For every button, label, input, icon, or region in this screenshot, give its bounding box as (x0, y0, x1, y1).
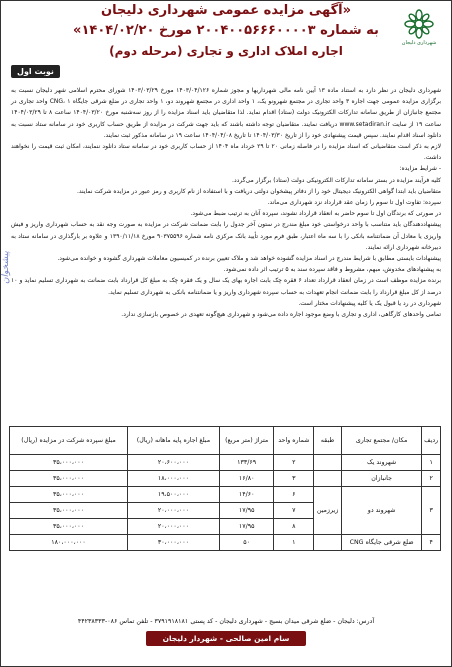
cell-unit: ۳ (274, 471, 314, 487)
body-paragraph: سپرده: تفاوت اول تا سوم را زمان عقد قرارداد نزد شهرداری می‌ماند. (267, 199, 441, 207)
body-paragraph: کلیه فرآیند مزایده در بستر سامانه تدارکات الکترونیکی دولت (ستاد) برگزار می‌گردد. (232, 176, 441, 184)
table-header-row (10, 427, 441, 455)
col-header-deposit: مبلغ سپرده شرکت در مزایده (ریال) (10, 427, 128, 455)
cell-rent: ۲۰،۰۰۰،۰۰۰ (128, 503, 220, 519)
cell-row-number: ۱ (422, 455, 441, 471)
body-paragraph: پیشنهاددهندگان باید متناسب با واحد درخواستی خود مبلغ مندرج در ستون آخر جدول را بابت ضمانت شرکت در مزایده به صورت وجه نقد به حساب شهرداری واریز و فیش واریزی یا معادل آن ضمانتنامه بانکی را با سه ماه اعتبار، طبق فرم مورد تأیید بانک مرکزی نامه شماره ۹۰۳۷۵۵۹۶ مورخ ۱۳۹۰/۱۱/۱۸ و علاوه بر بارگذاری در سامانه ستاد به دبیرخانه شهرداری ارائه نمایند. (11, 221, 442, 251)
body-paragraph: به پیشنهادهای مخدوش، مبهم، مشروط و فاقد سپرده سند به ۵ ترتیب اثر داده نمی‌شود. (223, 266, 441, 274)
cell-deposit: ۳۵،۰۰۰،۰۰۰ (10, 487, 128, 503)
conditions-heading: - شرایط مزایده: (399, 165, 441, 173)
notice-footer (11, 616, 441, 646)
cell-rent: ۲۰،۰۰۰،۰۰۰ (128, 519, 220, 535)
logo-caption: شهرداری دلیجان (401, 40, 437, 46)
cell-unit: ۷ (274, 503, 314, 519)
body-paragraph: متقاضیان باید ابتدا گواهی الکترونیک دیجیتال خود را از دفاتر پیشخوان دولتی دریافت و با استفاده از نام کاربری و رمز عبور در مزایده شرکت نمایند. (77, 187, 441, 195)
cell-floor (314, 535, 342, 551)
cell-row-number: ۳ (422, 487, 441, 535)
body-paragraph: لازم به ذکر است متقاضیانی که اسناد مزایده را در فاصله زمانی ۲۰ تا ۲۹ خرداد ماه ۱۴۰۴ از حساب کاربری خود در سامانه ستاد دانلود ننمایند، امکان ثبت قیمت را نخواهند داشت. (11, 143, 442, 162)
cell-deposit: ۳۵،۰۰۰،۰۰۰ (10, 503, 128, 519)
cell-place: شهروند یک (341, 455, 421, 471)
col-header-area: متراژ (متر مربع) (219, 427, 274, 455)
cell-deposit: ۱۸۰،۰۰۰،۰۰۰ (10, 535, 128, 551)
cell-row-number: ۴ (422, 535, 441, 551)
title-line-3: اجاره املاک اداری و تجاری (مرحله دوم) (109, 44, 343, 58)
cell-place: شهروند دو (341, 487, 421, 535)
cell-rent: ۳۰،۰۰۰،۰۰۰ (128, 535, 220, 551)
flower-emblem-icon (404, 9, 434, 39)
cell-deposit: ۳۵،۰۰۰،۰۰۰ (10, 519, 128, 535)
mayor-signature: سام امین صالحی - شهردار دلیجان (146, 631, 306, 646)
body-paragraph: شهرداری دلیجان در نظر دارد به استناد ماده ۱۳ آیین نامه مالی شهرداریها و مجوز شماره ۱۴۰۳/۰۴/۱۲۶ مورخ ۱۴۰۳/۰۳/۲۹ شورای محترم اسلامی شهر دلیجان نسبت به برگزاری مزایده عمومی جهت اجاره ۳ واحد تجاری در مجتمع شهرونو یک، ۱ واحد اداری در مجتمع شهروند دو، ۱ واحد تجاری در ضلع شرقی جایگاه CNG، ۱ واحد تجاری در مجتمع جانبازان از طریق سامانه تدارکات الکترونیک دولت (ستاد) اقدام نماید. لذا متقاضیان باید اسناد مزایده را از روز سه‌شنبه مورخ ۱۴۰۴/۰۳/۲۰ ساعت ۸ تا ۱۴۰۴/۰۳/۲۹ ساعت ۱۹ از سایت www.setadiran.ir دریافت نمایند. متقاضیان توجه داشته باشند که باید جهت شرکت در مزایده از طریق حساب کاربری خود در سامانه ستاد نسبت به دانلود اسناد اقدام نمایند. سپس قیمت پیشنهادی خود را از تاریخ ۱۴۰۴/۰۳/۳۰ تا تاریخ ۱۴۰۴/۰۴/۰۸ ساعت ۱۹ در سامانه مذکور ثبت نمایند. (11, 87, 442, 139)
body-paragraph: شهرداری در رد یا قبول یک یا کلیه پیشنهادات مختار است. (298, 299, 441, 307)
body-paragraph: تمامی واحدهای کارگاهی، اداری و تجاری با وضع موجود اجاره داده می‌شود و شهرداری هیچ‌گونه تعهدی در خصوص بازسازی ندارد. (121, 311, 441, 319)
stamp-watermark: پیشخوان (1, 251, 11, 284)
table-row (10, 487, 441, 503)
cell-area: ۵۰ (219, 535, 274, 551)
body-paragraph: در صورتی که برندگان اول تا سوم حاضر به انعقاد قرارداد نشوند، سپرده آنان به ترتیب ضبط می‌شود. (190, 210, 441, 218)
col-header-row-number: ردیف (422, 427, 441, 455)
col-header-unit: شماره واحد (274, 427, 314, 455)
cell-unit: ۶ (274, 487, 314, 503)
units-table (9, 426, 441, 551)
cell-rent: ۲۰،۶۰۰،۰۰۰ (128, 455, 220, 471)
body-paragraph: برنده مزایده موظف است در زمان انعقاد قرارداد تعداد ۶ فقره چک بابت اجاره بهای یک سال و یک فقره چک به مبلغ کل قرارداد بابت ضمانت به شهرداری تسلیم نماید و ۱۰ درصد از کل مبلغ قرارداد را بابت ضمانت انجام تعهدات به حساب سپرده شهرداری واریز و یا ضمانتنامه بانکی به شهرداری تسلیم نماید. (11, 277, 442, 296)
cell-floor: زیرزمین (314, 487, 342, 535)
cell-place: جانبازان (341, 471, 421, 487)
cell-place: ضلع شرقی جایگاه CNG (341, 535, 421, 551)
table-row (10, 471, 441, 487)
notice-header (1, 1, 451, 63)
table-row (10, 455, 441, 471)
col-header-floor: طبقه (314, 427, 342, 455)
title-line-1: «آگهی مزایده عمومی شهرداری دلیجان (100, 3, 352, 18)
cell-row-number: ۲ (422, 471, 441, 487)
publication-round-badge: نوبت اول (11, 65, 60, 78)
cell-unit: ۸ (274, 519, 314, 535)
title-line-2: به شماره ۲۰۰۴۰۰۵۶۶۶۰۰۰۰۳ مورخ ۱۴۰۴/۰۲/۲۰» (73, 23, 379, 38)
cell-area: ۱۷/۹۵ (219, 503, 274, 519)
cell-unit: ۲ (274, 455, 314, 471)
municipality-logo (395, 9, 443, 55)
cell-floor (314, 471, 342, 487)
cell-floor (314, 455, 342, 471)
col-header-rent: مبلغ اجاره پایه ماهانه (ریال) (128, 427, 220, 455)
notice-body (11, 85, 441, 320)
body-paragraph: پیشنهادات بایستی مطابق با شرایط مندرج در اسناد مزایده گشوده خواهد شد و ملاک تعیین برنده در کمیسیون معاملات شهرداری گشوده و خوانده می‌شود. (57, 255, 441, 263)
notice-title (61, 1, 391, 61)
cell-area: ۱۳۳/۶۹ (219, 455, 274, 471)
cell-area: ۱۴/۶۰ (219, 487, 274, 503)
cell-deposit: ۳۵،۰۰۰،۰۰۰ (10, 471, 128, 487)
cell-area: ۱۶/۸۰ (219, 471, 274, 487)
table-row (10, 535, 441, 551)
col-header-place: مکان/ مجتمع تجاری (341, 427, 421, 455)
cell-unit: ۱ (274, 535, 314, 551)
cell-rent: ۱۹،۵۰۰،۰۰۰ (128, 487, 220, 503)
cell-deposit: ۳۵،۰۰۰،۰۰۰ (10, 455, 128, 471)
cell-rent: ۱۸،۰۰۰،۰۰۰ (128, 471, 220, 487)
contact-address: آدرس: دلیجان - ضلع شرقی میدان بسیج - شهرداری دلیجان - کد پستی ۳۷۹۱۹۱۸۱۸۱ - تلفن تماس ۰۸۶-۴۴۲۳۸۳۳۳ (77, 618, 375, 625)
cell-area: ۱۷/۹۵ (219, 519, 274, 535)
